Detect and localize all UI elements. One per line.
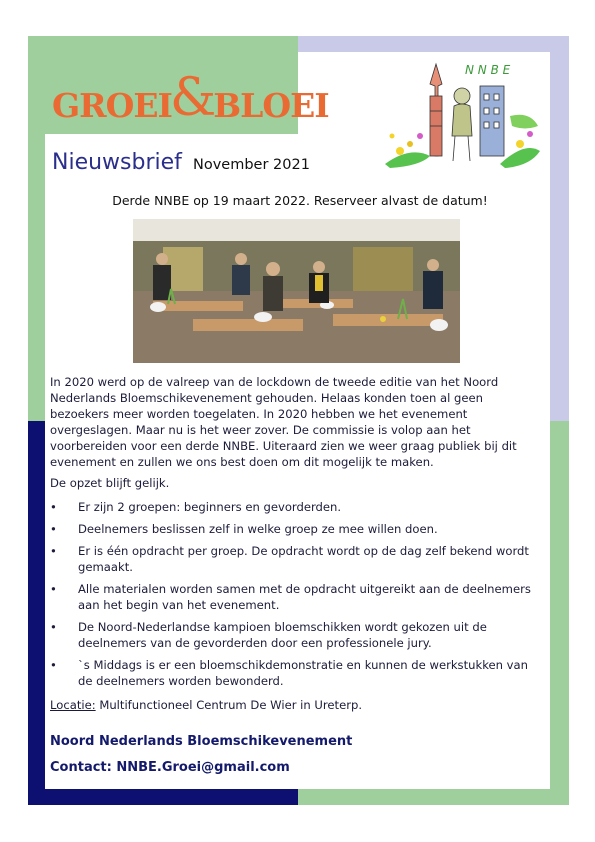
organization-name: Noord Nederlands Bloemschikevenement: [50, 734, 353, 749]
location-value: Multifunctioneel Centrum De Wier in Ureterp.: [95, 698, 363, 712]
list-item-text: Alle materialen worden samen met de opdracht uitgereikt aan de deelnemers aan het begin van het evenement.: [78, 582, 531, 612]
list-item: [50, 619, 545, 651]
list-item: [50, 521, 545, 537]
bullet-dot: •: [50, 620, 57, 634]
list-item: [50, 657, 545, 689]
list-item-text: De Noord-Nederlandse kampioen bloemschikken wordt gekozen uit de deelnemers van de gevorderden door een professionele jury.: [78, 620, 487, 650]
newsletter-title: [52, 150, 310, 175]
list-item-text: Er zijn 2 groepen: beginners en gevorderden.: [78, 500, 342, 514]
logo-bloei: BLOEI: [213, 86, 329, 125]
groei-bloei-logo: [52, 62, 329, 129]
location-line: [50, 697, 545, 713]
setup-line: De opzet blijft gelijk.: [50, 476, 170, 490]
location-label: Locatie:: [50, 698, 96, 712]
bullet-dot: •: [50, 544, 57, 558]
list-item-text: `s Middags is er een bloemschikdemonstratie en kunnen de werkstukken van de deelnemers worden bewonderd.: [78, 658, 528, 688]
intro-paragraph: In 2020 werd op de valreep van de lockdown de tweede editie van het Noord Nederlands Bloemschikevenement gehouden. Helaas konden toen al geen bezoekers meer worden toegelaten. In 2020 hebben we het evenement overgeslagen. Maar nu is het weer zover. De commissie is volop aan het voorbereiden voor een derde NNBE. Uiteraard zien we weer graag publiek bij dit evenement en zullen we ons best doen om dit mogelijk te maken.: [50, 375, 517, 469]
list-item: [50, 543, 545, 575]
list-item-text: Er is één opdracht per groep. De opdracht wordt op de dag zelf bekend wordt gemaakt.: [78, 544, 529, 574]
nnbe-art-label: N N B E: [465, 63, 511, 77]
list-item: [50, 581, 545, 613]
bullet-dot: •: [50, 658, 57, 672]
headline: Derde NNBE op 19 maart 2022. Reserveer alvast de datum!: [112, 193, 488, 208]
contact-email[interactable]: Contact: NNBE.Groei@gmail.com: [50, 760, 290, 775]
list-item: [50, 499, 545, 515]
list-item-text: Deelnemers beslissen zelf in welke groep ze mee willen doen.: [78, 522, 438, 536]
event-photo: [133, 219, 460, 363]
bullet-dot: •: [50, 500, 57, 514]
bullet-list: [50, 499, 545, 689]
bullet-dot: •: [50, 582, 57, 596]
newsletter-date: November 2021: [193, 157, 310, 173]
article-body: [50, 374, 545, 718]
logo-groei: GROEI: [52, 86, 172, 125]
bullet-dot: •: [50, 522, 57, 536]
logo-ampersand: &: [169, 68, 216, 129]
newsletter-label: Nieuwsbrief: [52, 150, 182, 175]
nnbe-illustration: [380, 56, 545, 171]
